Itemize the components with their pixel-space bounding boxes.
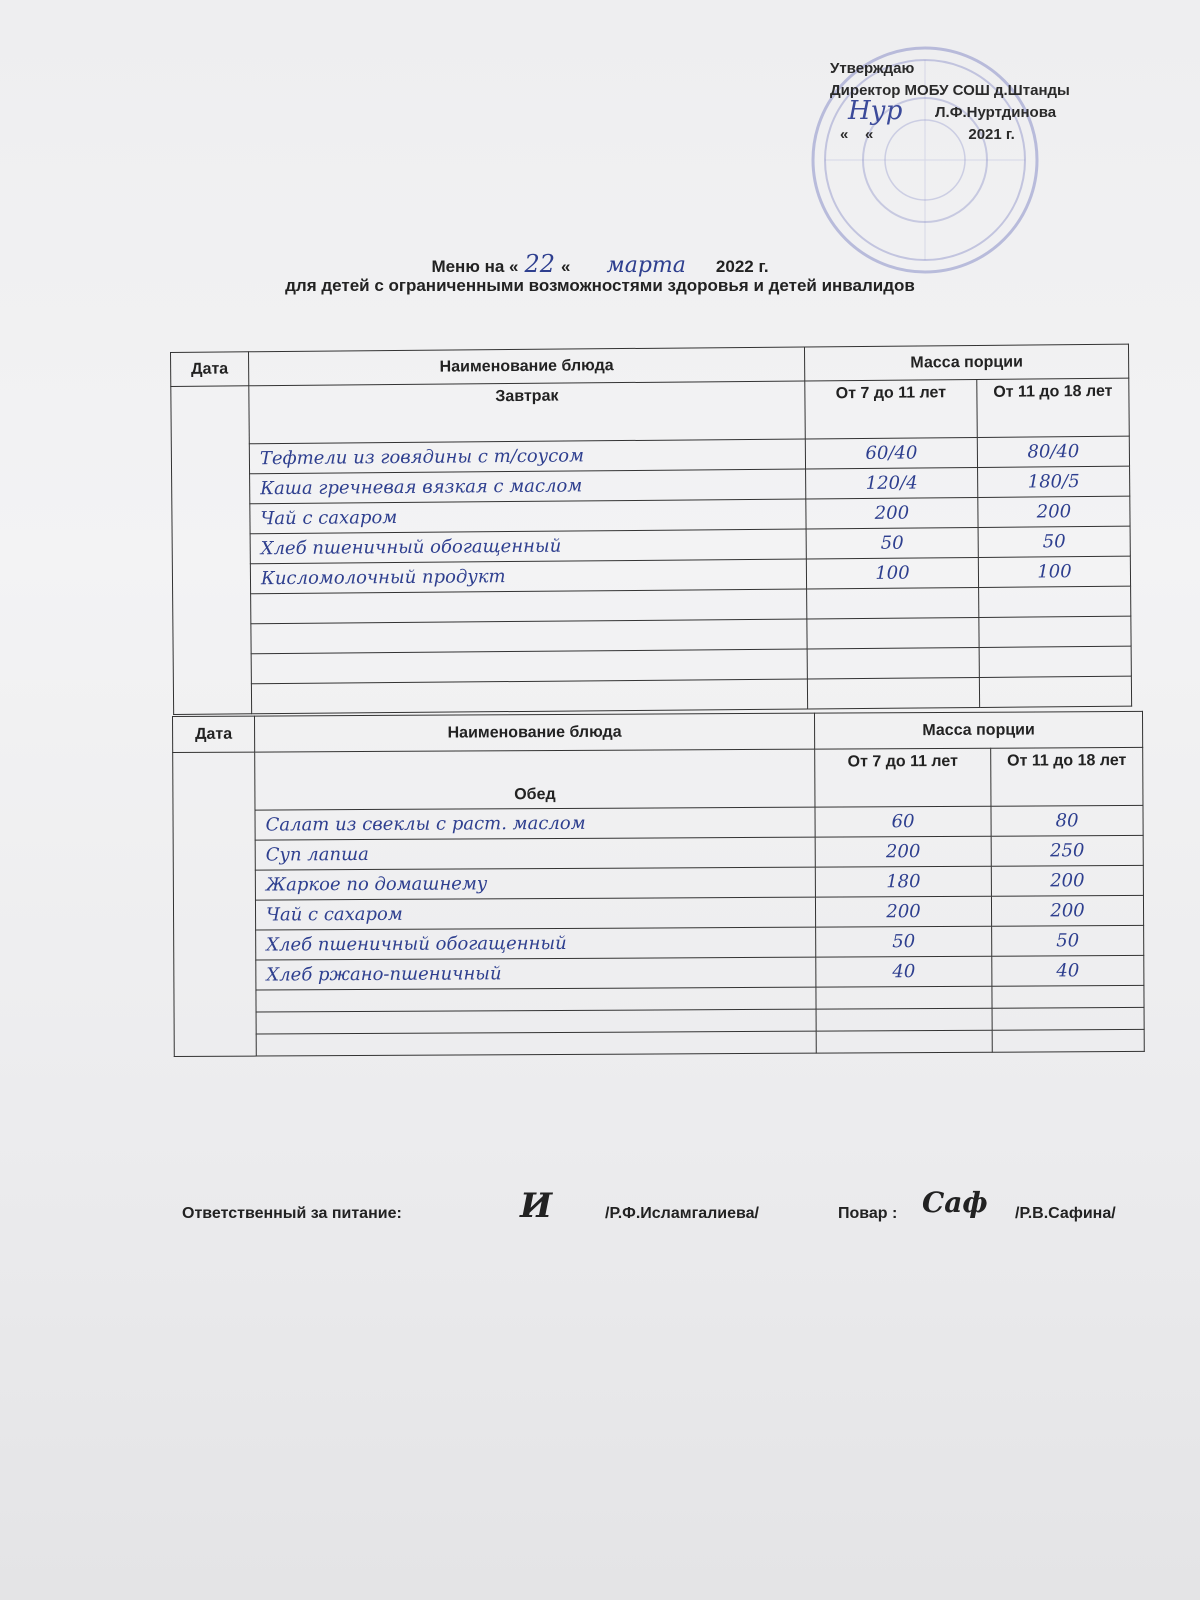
cook-label: Повар : xyxy=(838,1205,898,1222)
dish-name: Каша гречневая вязкая с маслом xyxy=(250,469,806,504)
cook-signature: Саф xyxy=(922,1186,988,1219)
header-age2: От 11 до 18 лет xyxy=(977,378,1130,437)
mass-age1: 180 xyxy=(815,866,991,897)
approval-year: 2021 г. xyxy=(968,126,1015,143)
mass-age1: 100 xyxy=(806,557,978,588)
header-date: Дата xyxy=(173,716,255,752)
approval-name: Л.Ф.Нуртдинова xyxy=(935,104,1057,121)
header-dish: Наименование блюда xyxy=(255,713,815,752)
title-month: марта xyxy=(606,253,686,278)
approval-quote-close: « xyxy=(865,126,874,143)
empty-row xyxy=(174,1029,1144,1056)
approval-position: Директор МОБУ СОШ д.Штанды xyxy=(830,82,1070,99)
mass-age2: 200 xyxy=(978,496,1130,527)
title-year: 2022 г. xyxy=(715,257,769,276)
mass-age1: 200 xyxy=(815,836,991,867)
title-day: 22 xyxy=(524,250,556,278)
responsible-name: /Р.Ф.Исламгалиева/ xyxy=(605,1205,759,1222)
menu-subtitle: для детей с ограниченными возможностями здоровья и детей инвалидов xyxy=(285,276,915,295)
menu-title xyxy=(0,250,1200,278)
mass-age1: 50 xyxy=(816,926,992,957)
mass-age1: 40 xyxy=(816,956,992,987)
dish-name: Чай с сахаром xyxy=(250,499,806,534)
dish-name: Кисломолочный продукт xyxy=(250,559,806,594)
title-prefix: Меню на « xyxy=(431,257,519,276)
dish-name: Салат из свеклы с раст. маслом xyxy=(255,807,815,840)
header-mass: Масса порции xyxy=(814,711,1142,749)
mass-age2: 100 xyxy=(978,556,1130,587)
meal-label-breakfast: Завтрак xyxy=(249,381,805,444)
meal-label-lunch: Обед xyxy=(255,749,815,810)
header-age1: От 7 до 11 лет xyxy=(805,379,977,438)
mass-age1: 60 xyxy=(815,806,991,837)
mass-age1: 60/40 xyxy=(805,437,977,468)
director-signature: Нур xyxy=(848,96,903,126)
lunch-table xyxy=(172,711,1145,1057)
mass-age2: 250 xyxy=(991,835,1143,866)
mass-age1: 200 xyxy=(815,896,991,927)
approval-quote-open: « xyxy=(840,126,849,143)
title-quote: « xyxy=(561,257,571,276)
approval-title: Утверждаю xyxy=(830,60,915,77)
mass-age2: 50 xyxy=(978,526,1130,557)
dish-name: Жаркое по домашнему xyxy=(255,867,815,900)
header-mass: Масса порции xyxy=(804,344,1128,381)
dish-name: Чай с сахаром xyxy=(255,897,815,930)
date-cell xyxy=(173,752,257,1056)
header-age2: От 11 до 18 лет xyxy=(991,747,1143,806)
date-cell xyxy=(171,386,252,715)
dish-name: Хлеб пшеничный обогащенный xyxy=(250,529,806,564)
dish-name: Тефтели из говядины с т/соусом xyxy=(249,439,805,474)
mass-age2: 40 xyxy=(992,955,1144,986)
header-age1: От 7 до 11 лет xyxy=(815,748,991,807)
mass-age1: 50 xyxy=(806,527,978,558)
mass-age2: 80 xyxy=(991,805,1143,836)
mass-age2: 80/40 xyxy=(977,436,1129,467)
dish-name: Суп лапша xyxy=(255,837,815,870)
header-date: Дата xyxy=(171,352,249,387)
responsible-signature: И xyxy=(520,1186,553,1226)
mass-age2: 180/5 xyxy=(978,466,1130,497)
mass-age1: 120/4 xyxy=(806,467,978,498)
breakfast-table xyxy=(170,344,1132,715)
mass-age2: 200 xyxy=(991,865,1143,896)
dish-name: Хлеб пшеничный обогащенный xyxy=(256,927,816,960)
mass-age2: 200 xyxy=(991,895,1143,926)
header-dish: Наименование блюда xyxy=(249,347,805,386)
mass-age1: 200 xyxy=(806,497,978,528)
cook-name: /Р.В.Сафина/ xyxy=(1015,1205,1116,1222)
mass-age2: 50 xyxy=(992,925,1144,956)
dish-name: Хлеб ржано-пшеничный xyxy=(256,957,816,990)
responsible-label: Ответственный за питание: xyxy=(182,1205,402,1222)
